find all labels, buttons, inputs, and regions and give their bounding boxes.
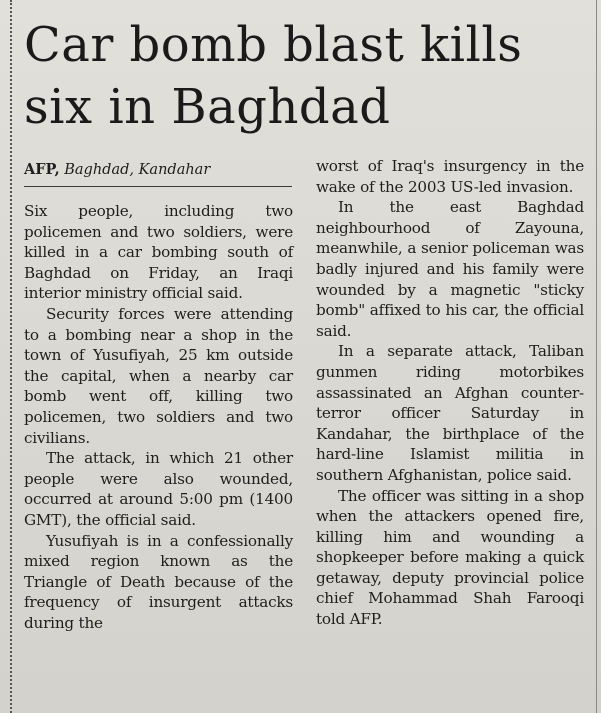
paragraph: Yusufiyah is in a confessionally mixed region known as the Triangle of Death because of the frequency of insurgent attacks during the [24,531,293,632]
paragraph: In the east Baghdad neighbourhood of Zayouna, meanwhile, a senior policeman was badly injured and his family were wounded by a magnetic "sticky bomb" affixed to his car, the official said. [316,198,584,340]
clipping-cut-edge-left [10,0,12,713]
headline-line-2: six in Baghdad [24,79,391,135]
headline-line-1: Car bomb blast kills [24,17,523,73]
clipping-cut-edge-right [596,0,597,713]
byline-places: Baghdad, Kandahar [64,162,211,178]
article-column-1 [24,201,293,633]
paragraph: Six people, including two policemen and two soldiers, were killed in a car bombing south of Baghdad on Friday, an Iraqi interior ministry official said. [24,202,293,303]
paragraph: The officer was sitting in a shop when the attackers opened fire, killing him and wounding a shopkeeper before making a quick getaway, deputy provincial police chief Mohammad Shah Farooqi told AFP. [316,486,584,629]
headline [24,14,584,138]
byline-rule [24,186,292,187]
paragraph: The attack, in which 21 other people were also wounded, occurred at around 5:00 pm (1400 GMT), the official said. [24,449,293,529]
paragraph-continued: worst of Iraq's insurgency in the wake of the 2003 US-led invasion. [316,157,584,196]
byline [24,160,294,180]
byline-agency: AFP, [24,161,60,178]
article-column-2 [316,156,584,630]
paragraph: Security forces were attending to a bombing near a shop in the town of Yusufiyah, 25 km outside the capital, when a nearby car bomb went off, killing two policemen, two soldiers and two civilians. [24,304,293,447]
paragraph: In a separate attack, Taliban gunmen riding motorbikes assassinated an Afghan counter-terror officer Saturday in Kandahar, the birthplace of the hard-line Islamist militia in southern Afghanistan, police said. [316,342,584,484]
